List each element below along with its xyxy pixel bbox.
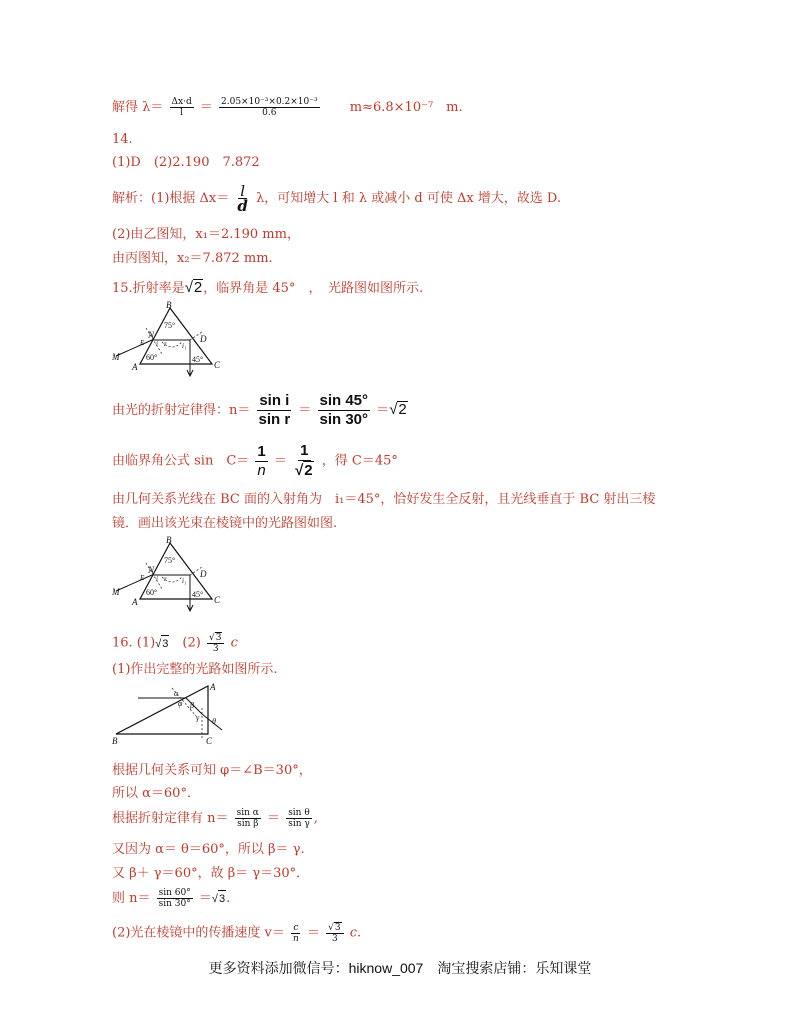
fraction	[293, 442, 316, 480]
denominator: sin β	[237, 819, 259, 829]
question-16	[112, 632, 238, 654]
label-B: B	[166, 535, 172, 545]
text: ＝	[267, 811, 281, 826]
analysis-16-8	[112, 922, 361, 944]
text: 16. (1)	[112, 635, 156, 651]
label-r: r	[164, 575, 167, 583]
radicand: 2	[304, 462, 313, 479]
fraction	[286, 808, 312, 829]
analysis-16-6: 又 β＋ γ＝60°，故 β＝ γ＝30°．	[112, 866, 310, 881]
label-75: 75°	[164, 556, 176, 565]
label-i: i	[156, 575, 158, 583]
label-M: M	[112, 352, 120, 362]
text: ＝	[298, 403, 312, 418]
text: ＝	[273, 453, 287, 469]
denominator: d	[237, 197, 248, 215]
denominator: 3	[332, 934, 338, 944]
denominator: l	[180, 108, 184, 118]
denominator: sin r	[258, 411, 291, 428]
label-gamma: γ	[196, 713, 200, 722]
fraction	[291, 923, 301, 944]
geometry-15-1: 由几何关系光线在 BC 面的入射角为 i₁＝45°，恰好发生全反射，且光线垂直于 BC 射出三棱	[112, 492, 656, 507]
analysis-14-2: (2)由乙图知，x₁＝2.190 mm，	[112, 227, 300, 242]
sqrt: √2	[184, 279, 203, 296]
text: .	[226, 891, 231, 906]
numerator: sin i	[259, 392, 290, 409]
text: (2)光在棱镜中的传播速度 v＝	[112, 925, 285, 941]
numerator: l	[240, 182, 246, 200]
text: ，临界角是 45° ， 光路图如图所示.	[203, 281, 424, 296]
denominator: 3	[212, 644, 219, 654]
text: 由光的折射定律得：n＝	[112, 403, 251, 418]
prism-diagram-2	[112, 535, 232, 615]
label-i1: i₁	[182, 342, 187, 350]
analysis-16-3: 所以 α＝60°．	[112, 786, 200, 801]
numerator: sin θ	[288, 808, 310, 818]
numerator: √3	[326, 922, 343, 934]
denominator: √2	[295, 462, 313, 479]
label-N: N	[148, 565, 155, 575]
answer-14: (1)D (2)2.190 7.872	[112, 155, 260, 170]
refraction-law-15	[112, 392, 408, 429]
sqrt: √2	[389, 401, 407, 418]
label-N: N	[148, 330, 155, 340]
text: 解析：(1)根据 Δx＝	[112, 191, 230, 206]
sqrt: √3	[155, 635, 169, 652]
text: m≈6.8×10⁻⁷ m.	[349, 100, 463, 115]
numerator: 2.05×10⁻³×0.2×10⁻³	[221, 97, 318, 107]
solution-line-1	[112, 97, 463, 118]
fraction	[170, 97, 194, 118]
denominator: sin 30°	[158, 899, 191, 909]
radicand: 2	[193, 279, 203, 296]
label-C: C	[214, 595, 221, 605]
geometry-15-2: 镜．画出该光束在棱镜中的光路图如图.	[112, 516, 338, 531]
fraction	[257, 392, 293, 429]
fraction	[157, 888, 193, 909]
numerator: 1	[300, 442, 309, 459]
label-i: i	[156, 340, 158, 348]
text: ＝	[376, 403, 390, 418]
fraction	[318, 392, 371, 429]
numerator: sin 45°	[319, 392, 369, 409]
label-B: B	[112, 736, 118, 746]
text: 则 n＝	[112, 891, 151, 906]
prism-diagram-1	[112, 300, 232, 380]
footer-text: 更多资料添加微信号：hiknow_007 淘宝搜索店铺：乐知课堂	[208, 960, 592, 976]
sqrt: √3	[212, 890, 226, 907]
text: (2)	[169, 635, 201, 651]
question-15	[112, 279, 423, 297]
label-theta: θ	[212, 717, 216, 726]
analysis-14-1	[112, 184, 561, 213]
prism-diagram-3	[112, 680, 232, 748]
text: ＝	[199, 100, 213, 115]
fraction	[207, 632, 224, 654]
radicand: 3	[334, 923, 341, 933]
text: 根据折射定律有 n＝	[112, 811, 229, 826]
label-D: D	[200, 569, 207, 579]
analysis-16-7	[112, 888, 230, 909]
label-phi: φ	[178, 699, 183, 708]
numerator: 1	[257, 442, 266, 460]
text: 15.折射率是	[112, 281, 185, 296]
label-45: 45°	[192, 590, 204, 599]
fraction	[235, 184, 250, 213]
numerator: sin α	[236, 808, 259, 818]
label-beta: β	[190, 701, 194, 710]
label-A: A	[132, 362, 138, 372]
analysis-16-1: (1)作出完整的光路如图所示.	[112, 662, 278, 677]
text: c	[230, 635, 238, 651]
text: λ，可知增大 l 和 λ 或减小 d 可使 Δx 增大，故选 D.	[256, 191, 562, 206]
numerator: c	[293, 922, 299, 933]
fraction	[326, 922, 343, 944]
label-D: D	[200, 334, 207, 344]
text: ＝	[198, 891, 212, 906]
label-A: A	[132, 597, 138, 607]
text: 解得 λ＝	[112, 100, 164, 115]
denominator: n	[257, 461, 266, 479]
analysis-16-4	[112, 808, 318, 829]
label-60: 60°	[146, 353, 158, 362]
fraction	[235, 808, 261, 829]
denominator: sin γ	[288, 819, 310, 829]
label-B: B	[166, 300, 172, 310]
text: c.	[349, 925, 362, 941]
text: ,	[313, 811, 318, 826]
text: ，得 C＝45°	[321, 453, 398, 469]
analysis-16-5: 又因为 α＝ θ＝60°，所以 β＝ γ.	[112, 842, 305, 857]
denominator: n	[293, 933, 299, 944]
radicand: 3	[161, 635, 169, 652]
text: 由临界角公式 sin C＝	[112, 453, 250, 469]
radicand: 3	[215, 633, 222, 643]
fraction	[219, 97, 320, 118]
label-C: C	[214, 360, 221, 370]
label-E: E	[140, 574, 145, 582]
label-alpha: α	[174, 689, 179, 698]
radicand: 3	[218, 890, 226, 907]
label-A: A	[210, 682, 216, 692]
numerator: sin 60°	[158, 888, 191, 898]
analysis-14-3: 由丙图知，x₂＝7.872 mm.	[112, 251, 273, 266]
denominator: 0.6	[262, 108, 277, 118]
denominator: sin 30°	[319, 411, 369, 428]
analysis-16-2: 根据几何关系可知 φ＝∠B＝30°，	[112, 763, 312, 778]
label-C: C	[206, 736, 213, 746]
radicand: 2	[398, 401, 407, 418]
label-M: M	[112, 587, 120, 597]
label-75: 75°	[164, 321, 176, 330]
numerator: √3	[207, 632, 224, 644]
label-60: 60°	[146, 588, 158, 597]
critical-angle-15	[112, 442, 398, 480]
text: ＝	[306, 925, 320, 941]
label-i1: i₁	[182, 577, 187, 585]
label-45: 45°	[192, 355, 204, 364]
label-r: r	[164, 340, 167, 348]
numerator: Δx·d	[171, 97, 192, 107]
fraction	[255, 443, 267, 480]
question-number-14: 14.	[112, 132, 133, 147]
label-E: E	[140, 339, 145, 347]
